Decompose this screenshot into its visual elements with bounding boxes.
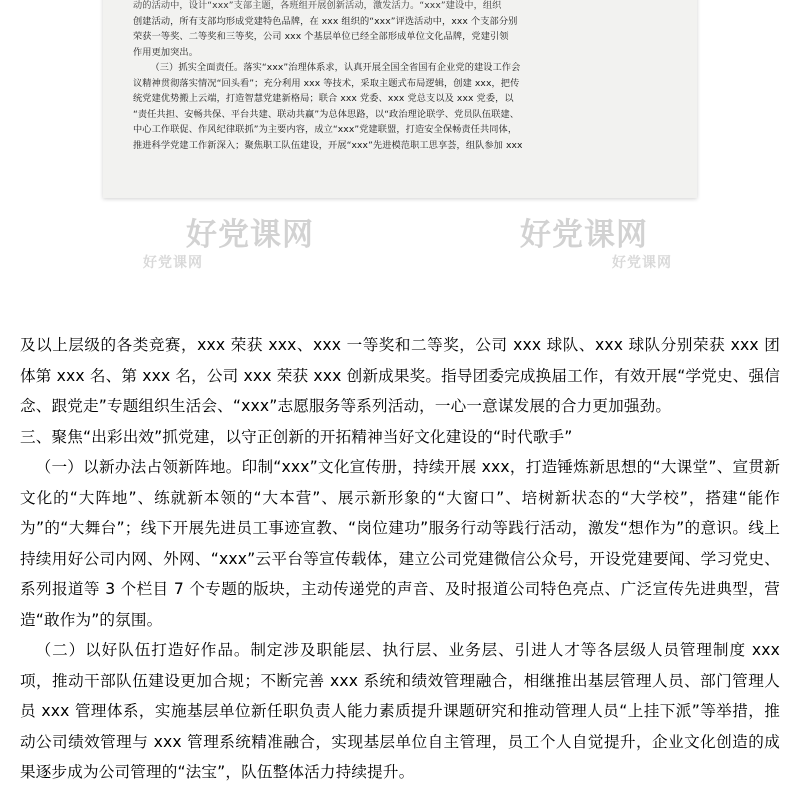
paragraph-item-two: （二）以好队伍打造好作品。制定涉及职能层、执行层、业务层、引进人才等各层级人员管理制度 xxx 项，推动干部队伍建设更加合规；不断完善 xxx 系统和绩效管理融合，相继推出基层管理人员、部门管理人员 xxx 管理体系，实施基层单位新任职负责人能力素质提升课题研究和推动管理人员“上挂下派”等举措，推动公司绩效管理与 xxx 管理系统精准融合，实现基层单位自主管理，员工个人自觉提升，企业文化创造的成果逐步成为公司管理的“法宝”，队伍整体活力持续提升。 — [20, 641, 780, 781]
preview-line: “责任共担、安畅共保、平台共建、联动共赢”为总体思路，以“政治理论联学、党员队伍联建、 — [133, 108, 520, 120]
paragraph-item-one: （一）以新办法占领新阵地。印制“xxx”文化宣传册，持续开展 xxx，打造锤炼新思想的“大课堂”、宣贯新文化的“大阵地”、练就新本领的“大本营”、展示新形象的“大窗口”、培树新状态的“大学校”，搭建“能作为”的“大舞台”；线下开展先进员工事迹宣教、“岗位建功”服务行动等践行活动，激发“想作为”的意识。线上持续用好公司内网、外网、“xxx”云平台等宣传载体，建立公司党建微信公众号，开设党建要闻、学习党史、系列报道等 3 个栏目 7 个专题的版块，主动传递党的声音、及时报道公司特色亮点、广泛宣传先进典型，营造“敢作为”的氛围。 — [20, 458, 780, 629]
watermark-left: 好党课网 — [186, 217, 314, 253]
preview-text-block — [103, 0, 697, 153]
preview-line: （三）抓实全面责任。落实“xxx”治理体系求，认真开展全国全省国有企业党的建设工作会 — [150, 62, 521, 73]
preview-line: 创建活动，所有支部均形成党建特色品牌，在 xxx 组织的“xxx”评选活动中，xxx 个支部分别 — [133, 15, 518, 27]
watermark-small-right: 好党课网 — [612, 255, 672, 271]
watermark-small-left: 好党课网 — [143, 255, 203, 271]
watermark-right: 好党课网 — [520, 217, 648, 253]
preview-line: 议精神贯彻落实情况“回头看”；充分利用 xxx 等技术，采取主题式布局逻辑，创建 xxx，把传 — [133, 77, 520, 89]
preview-line: 荣获一等奖、二等奖和三等奖，公司 xxx 个基层单位已经全部形成单位文化品牌，党建引领 — [133, 31, 509, 42]
paragraph-continuation: 及以上层级的各类竞赛，xxx 荣获 xxx、xxx 一等奖和二等奖，公司 xxx 球队、xxx 球队分别荣获 xxx 团体第 xxx 名、第 xxx 名，公司 xxx 荣获 xxx 创新成果奖。指导团委完成换届工作，有效开展“学党史、强信念、跟党走”专题组织生活会、“xxx”志愿服务等系列活动，一心一意谋发展的合力更加强劲。 — [20, 336, 780, 415]
paragraph-section-heading: 三、聚焦“出彩出效”抓党建，以守正创新的开拓精神当好文化建设的“时代歌手” — [20, 427, 573, 446]
document-preview-card — [103, 0, 697, 198]
preview-line: 中心工作联促、作风纪律联抓”为主要内容，成立“xxx”党建联盟，打造安全保畅责任共同体， — [133, 124, 518, 135]
preview-line: 作用更加突出。 — [133, 46, 199, 58]
preview-line: 动的活动中，设计“xxx”支部主题，各班组开展创新活动，激发活力。“xxx”建设中，组织 — [133, 0, 502, 11]
document-body — [20, 330, 780, 788]
preview-line: 统党建优势搬上云端，打造智慧党建新格局；联合 xxx 党委、xxx 党总支以及 xxx 党委，以 — [133, 93, 514, 104]
preview-line: 推进科学党建工作新深入；聚焦职工队伍建设，开展“xxx”先进模范职工思享荟，组队参加 xxx — [133, 139, 523, 151]
preview-clip-region — [103, 0, 697, 184]
